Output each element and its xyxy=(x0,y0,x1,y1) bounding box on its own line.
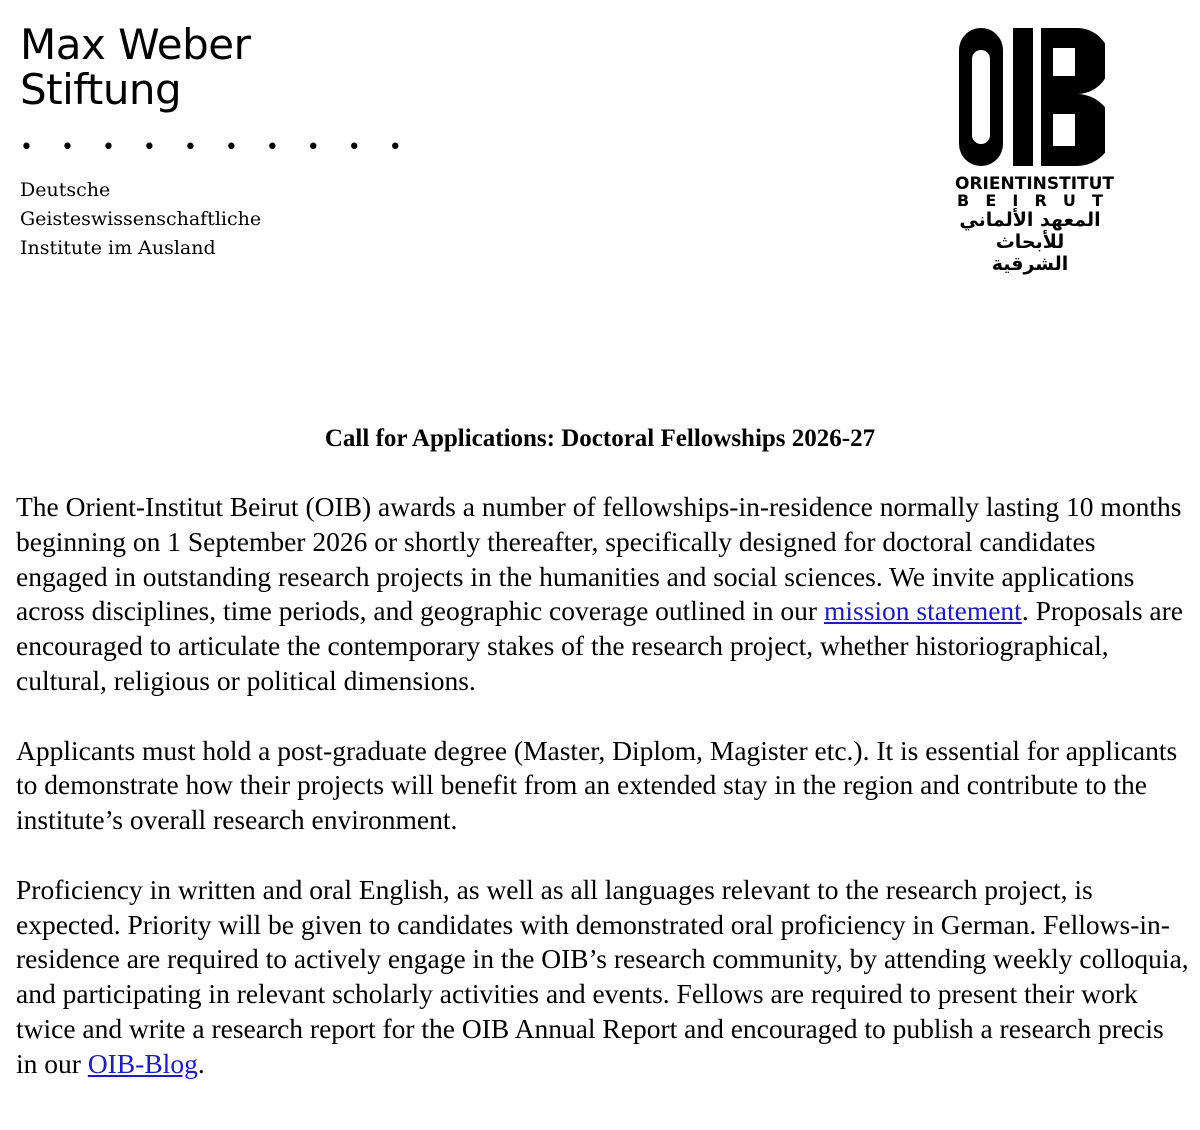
oib-city-letter: B xyxy=(957,191,970,210)
oib-arabic-line2: للأبحاث الشرقية xyxy=(991,231,1069,275)
mws-subtitle-line1: Deutsche xyxy=(20,179,111,201)
oib-city-letter: T xyxy=(1092,191,1103,210)
mws-subtitle-line3: Institute im Ausland xyxy=(20,237,216,259)
mws-dot-divider: • • • • • • • • • • xyxy=(20,135,413,160)
mission-statement-link[interactable]: mission statement xyxy=(823,595,1022,627)
oib-logo-mark xyxy=(955,22,1105,172)
document-title: Call for Applications: Doctoral Fellowships 2026-27 xyxy=(324,425,876,452)
oib-city-letter: R xyxy=(1034,191,1047,210)
paragraph-intro xyxy=(16,490,1191,699)
oib-name-word2: INSTITUT xyxy=(1026,174,1115,194)
mws-name-line2: Stiftung xyxy=(20,65,182,114)
oib-logo xyxy=(955,22,1115,275)
paragraph-languages xyxy=(16,873,1191,1082)
document-body xyxy=(16,490,1191,1082)
mws-subtitle xyxy=(20,176,412,263)
oib-city-letter: E xyxy=(985,191,997,210)
paragraph-languages-text-end: . xyxy=(197,1047,205,1079)
oib-blog-link[interactable]: OIB-Blog xyxy=(87,1047,198,1079)
oib-city-letter: U xyxy=(1062,191,1076,210)
oib-name-word1: ORIENT xyxy=(955,174,1027,194)
oib-name xyxy=(955,174,1115,194)
oib-city-letter: I xyxy=(1012,191,1019,210)
max-weber-stiftung-logo xyxy=(20,22,412,263)
oib-city xyxy=(955,193,1105,209)
oib-arabic-line1: المعهد الألماني xyxy=(959,209,1101,231)
mws-subtitle-line2: Geisteswissenschaftliche xyxy=(20,208,262,230)
paragraph-intro-text-end: . Proposals are encouraged to articulate the contemporary stakes of the research project, whether historiographical, cultural, religious or political dimensions. xyxy=(16,595,1183,696)
paragraph-intro-text: The Orient-Institut Beirut (OIB) awards a number of fellowships-in-residence normally lasting 10 months beginning on 1 September 2026 or shortly thereafter, specifically designed for doctoral candidates engaged in outstanding research projects in the humanities and social sciences. We invite applications across disciplines, time periods, and geographic coverage outlined in our xyxy=(16,491,1182,627)
paragraph-languages-text: Proficiency in written and oral English, as well as all languages relevant to the research project, is expected. Priority will be given to candidates with demonstrated oral proficiency in German. Fellows-in-residence are required to actively engage in the OIB’s research community, by attending weekly colloquia, and participating in relevant scholarly activities and events. Fellows are required to present their work twice and write a research report for the OIB Annual Report and encouraged to publish a research precis in our xyxy=(16,873,1189,1079)
mws-name-line1: Max Weber xyxy=(20,20,251,69)
paragraph-requirements: Applicants must hold a post-graduate degree (Master, Diplom, Magister etc.). It is essential for applicants to demonstrate how their projects will benefit from an extended stay in the region and contribute to the institute’s overall research environment. xyxy=(16,734,1178,836)
